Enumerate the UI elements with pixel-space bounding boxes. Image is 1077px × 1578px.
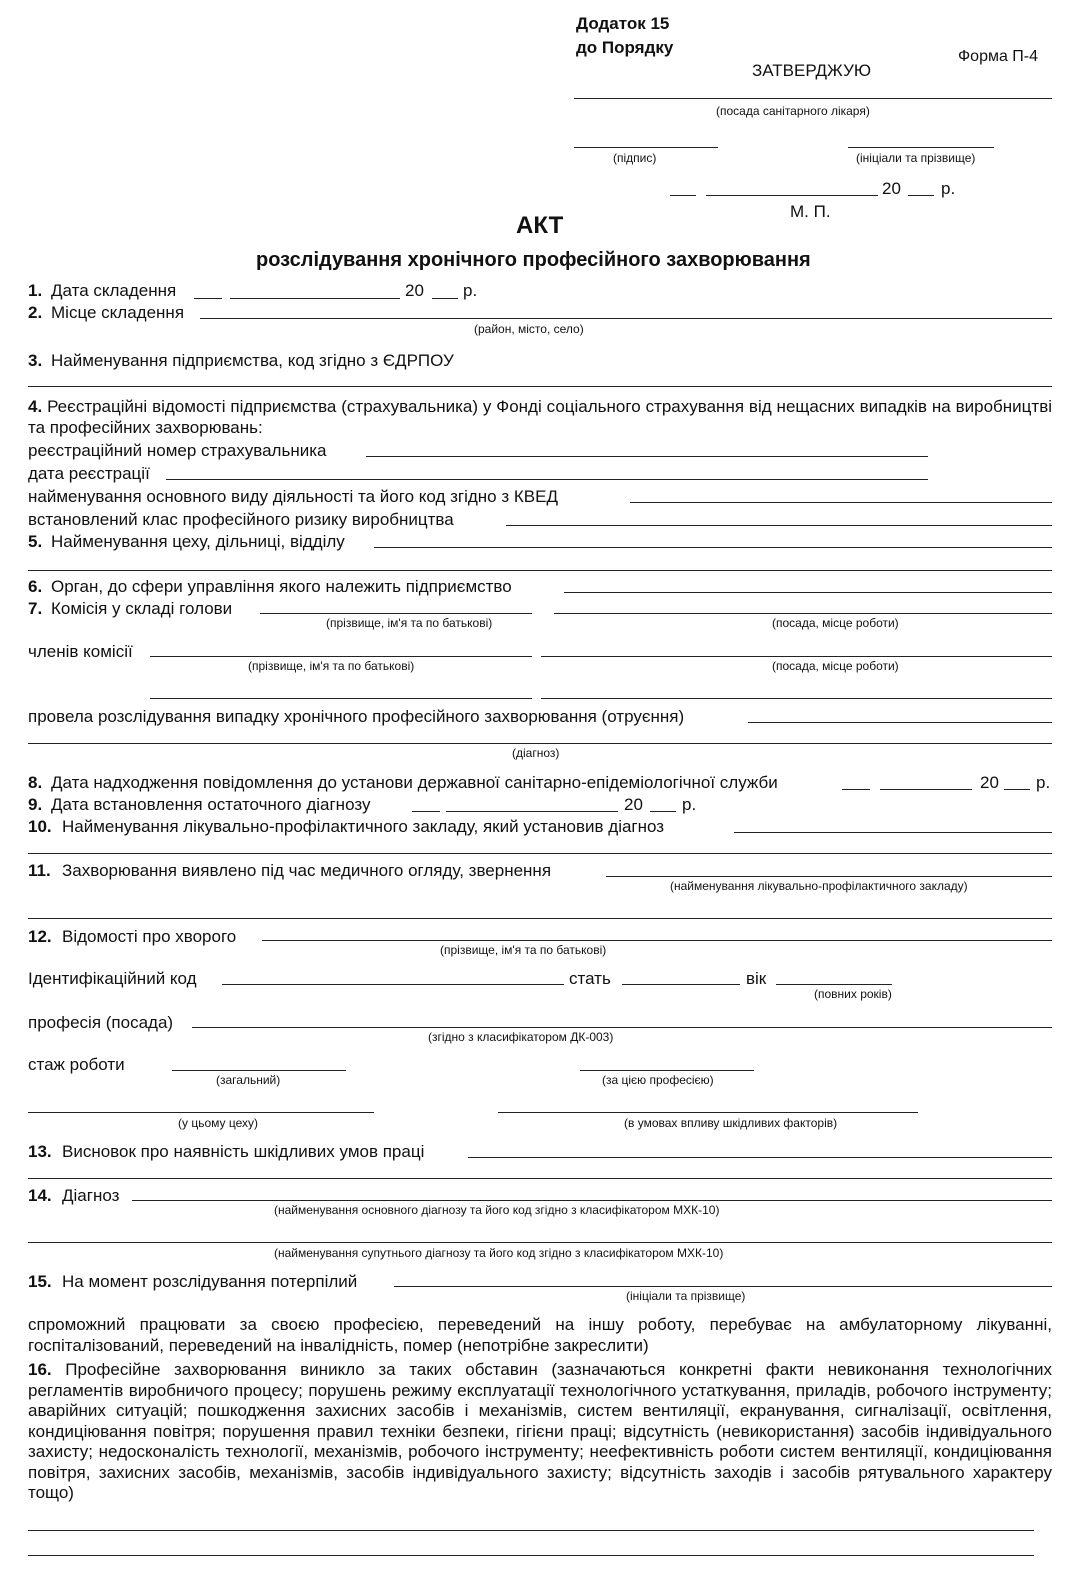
member-1-post-line[interactable]	[541, 656, 1052, 657]
chair-name-line[interactable]	[260, 613, 532, 614]
item-15-label: На момент розслідування потерпілий	[62, 1272, 358, 1291]
sex-label: стать	[569, 969, 611, 988]
members-label: членів комісії	[28, 642, 133, 661]
item-14-label: Діагноз	[62, 1186, 120, 1205]
item-1-month-line[interactable]	[230, 298, 400, 299]
profession-caption: (згідно з класифікатором ДК-003)	[428, 1030, 614, 1044]
item-6-number: 6.	[28, 577, 43, 596]
item-11-caption: (найменування лікувально-профілактичного закладу)	[670, 879, 968, 893]
item-2-number: 2.	[28, 303, 43, 322]
item-16-line-1[interactable]	[28, 1530, 1034, 1531]
experience-profession-line[interactable]	[580, 1070, 754, 1071]
item-13-label: Висновок про наявність шкідливих умов праці	[62, 1142, 425, 1161]
item-5-label: Найменування цеху, дільниці, відділу	[51, 532, 345, 551]
item-16-number: 16.	[28, 1360, 52, 1379]
item-16-line-2[interactable]	[28, 1555, 1034, 1556]
item-2-caption: (район, місто, село)	[474, 322, 584, 336]
document-title: АКТ	[516, 212, 564, 239]
item-3-number: 3.	[28, 351, 43, 370]
item-10-line[interactable]	[734, 832, 1052, 833]
appendix-order: до Порядку	[576, 38, 674, 57]
approve-day-line[interactable]	[670, 195, 696, 196]
appendix-number: Додаток 15	[576, 14, 670, 33]
stamp-place: М. П.	[790, 202, 831, 221]
item-6-label: Орган, до сфери управління якого належить підприємство	[51, 577, 512, 596]
chair-post-line[interactable]	[554, 613, 1052, 614]
patient-name-line[interactable]	[262, 940, 1052, 941]
item-4-paragraph	[28, 397, 1052, 438]
member-2-name-line[interactable]	[150, 698, 532, 699]
item-8-year-line[interactable]	[1004, 789, 1030, 790]
item-11-label: Захворювання виявлено під час медичного огляду, звернення	[62, 861, 552, 880]
item-4-number: 4.	[28, 397, 43, 416]
secondary-diagnosis-line[interactable]	[28, 1242, 1052, 1243]
item-5-line-2[interactable]	[28, 570, 1052, 571]
item-9-month-line[interactable]	[446, 811, 618, 812]
investigation-label: провела розслідування випадку хронічного професійного захворювання (отруєння)	[28, 707, 685, 726]
experience-total-line[interactable]	[172, 1070, 346, 1071]
position-line[interactable]	[574, 98, 1052, 99]
item-4c-label: найменування основного виду діяльності та його код згідно з КВЕД	[28, 487, 558, 506]
experience-profession-caption: (за цією професією)	[602, 1073, 714, 1087]
item-8-label: Дата надходження повідомлення до установи державної санітарно-епідеміологічної служби	[51, 773, 778, 792]
initials-caption: (ініціали та прізвище)	[856, 151, 976, 165]
experience-shop-caption: (у цьому цеху)	[178, 1116, 258, 1130]
item-9-number: 9.	[28, 795, 43, 814]
item-8-year-suffix: р.	[1036, 773, 1051, 792]
item-16-paragraph	[28, 1360, 1052, 1504]
member-2-post-line[interactable]	[541, 698, 1052, 699]
main-diagnosis-line[interactable]	[132, 1200, 1052, 1201]
item-2-line[interactable]	[200, 318, 1052, 319]
item-14-number: 14.	[28, 1186, 52, 1205]
item-9-year-line[interactable]	[650, 811, 676, 812]
item-7-number: 7.	[28, 599, 43, 618]
member-name-caption: (прізвище, ім'я та по батькові)	[248, 659, 415, 673]
item-8-month-line[interactable]	[880, 789, 972, 790]
age-label: вік	[746, 969, 767, 988]
item-16-text: Професійне захворювання виникло за таких обставин (зазначаються конкретні факти невиконання технологічних регламентів виробничого процесу; порушень режиму експлуатації технологічного устаткування, приладів, робочого інструменту; аварійних ситуацій; пошкодження захисних засобів і механізмів, систем вентиляції, екранування, сигналізації, освітлення, кондиціювання повітря; порушення правил техніки безпеки, гігієни праці; відсутність (невикористання) засобів індивідуального захисту; недосконалість технології, механізмів, робочого інструменту; неефективність роботи систем вентиляції, кондиціювання повітря, захисних засобів, механізмів, засобів індивідуального захисту; відсутність заходів і засобів рятувального характеру тощо)	[28, 1360, 1052, 1502]
item-9-label: Дата встановлення остаточного діагнозу	[51, 795, 371, 814]
item-12-number: 12.	[28, 927, 52, 946]
age-line[interactable]	[776, 984, 892, 985]
item-2-label: Місце складення	[51, 303, 185, 322]
item-8-day-line[interactable]	[842, 789, 870, 790]
experience-harmful-line[interactable]	[498, 1112, 918, 1113]
form-code: Форма П-4	[958, 48, 1039, 65]
item-13-line-2[interactable]	[28, 1178, 1052, 1179]
approve-year-line[interactable]	[908, 195, 934, 196]
secondary-diagnosis-caption: (найменування супутнього діагнозу та його код згідно з класифікатором МХК-10)	[274, 1246, 724, 1260]
member-post-caption: (посада, місце роботи)	[772, 659, 899, 673]
item-15-number: 15.	[28, 1272, 52, 1291]
item-13-number: 13.	[28, 1142, 52, 1161]
item-1-year-line[interactable]	[432, 298, 458, 299]
id-code-line[interactable]	[222, 984, 564, 985]
sex-line[interactable]	[622, 984, 740, 985]
id-code-label: Ідентифікаційний код	[28, 969, 197, 988]
victim-name-caption: (ініціали та прізвище)	[626, 1289, 746, 1303]
item-6-line[interactable]	[564, 592, 1052, 593]
item-4c-line[interactable]	[630, 502, 1052, 503]
chair-name-caption: (прізвище, ім'я та по батькові)	[326, 616, 493, 630]
item-11-line-2[interactable]	[28, 918, 1052, 919]
item-1-label: Дата складення	[51, 281, 177, 300]
item-11-line[interactable]	[606, 876, 1052, 877]
approve-year-prefix: 20	[882, 179, 901, 198]
diagnosis-caption: (діагноз)	[512, 746, 560, 760]
item-9-year-prefix: 20	[624, 795, 643, 814]
patient-name-caption: (прізвище, ім'я та по батькові)	[440, 943, 607, 957]
item-3-label: Найменування підприємства, код згідно з ЄДРПОУ	[51, 351, 454, 370]
item-15-status-text: спроможний працювати за своєю професією, переведений на іншу роботу, перебуває на амбулаторному лікуванні, госпіталізований, переведений на інвалідність, помер (непотрібне закреслити)	[28, 1315, 1052, 1355]
member-1-name-line[interactable]	[150, 656, 532, 657]
item-4a-label: реєстраційний номер страхувальника	[28, 441, 327, 460]
item-1-year-prefix: 20	[405, 281, 424, 300]
signature-line[interactable]	[574, 147, 718, 148]
profession-line[interactable]	[192, 1027, 1052, 1028]
diagnosis-line[interactable]	[28, 743, 1052, 744]
item-8-year-prefix: 20	[980, 773, 999, 792]
approve-month-line[interactable]	[706, 195, 878, 196]
item-10-line-2[interactable]	[28, 853, 1052, 854]
item-9-day-line[interactable]	[412, 811, 440, 812]
experience-shop-line[interactable]	[28, 1112, 374, 1113]
position-caption: (посада санітарного лікаря)	[716, 104, 870, 118]
item-5-number: 5.	[28, 532, 43, 551]
item-10-label: Найменування лікувально-профілактичного закладу, який установив діагноз	[62, 817, 665, 836]
age-caption: (повних років)	[814, 987, 892, 1001]
item-1-number: 1.	[28, 281, 43, 300]
item-9-year-suffix: р.	[682, 795, 697, 814]
profession-label: професія (посада)	[28, 1013, 174, 1032]
item-1-day-line[interactable]	[194, 298, 222, 299]
experience-total-caption: (загальний)	[216, 1073, 281, 1087]
item-5-line[interactable]	[374, 547, 1052, 548]
approve-year-suffix: р.	[941, 179, 956, 198]
initials-line[interactable]	[848, 147, 994, 148]
item-4a-line[interactable]	[366, 456, 928, 457]
item-4d-line[interactable]	[506, 525, 1052, 526]
item-11-number: 11.	[28, 861, 51, 880]
chair-post-caption: (посада, місце роботи)	[772, 616, 899, 630]
item-7-label: Комісія у складі голови	[51, 599, 233, 618]
item-10-number: 10.	[28, 817, 52, 836]
item-13-line[interactable]	[468, 1157, 1052, 1158]
signature-caption: (підпис)	[613, 151, 657, 165]
item-4b-line[interactable]	[166, 479, 928, 480]
approve-label: ЗАТВЕРДЖУЮ	[752, 61, 872, 80]
experience-label: стаж роботи	[28, 1055, 125, 1074]
item-12-label: Відомості про хворого	[62, 927, 237, 946]
item-3-line[interactable]	[28, 386, 1052, 387]
victim-name-line[interactable]	[394, 1286, 1052, 1287]
experience-harmful-caption: (в умовах впливу шкідливих факторів)	[624, 1116, 838, 1130]
item-4d-label: встановлений клас професійного ризику виробництва	[28, 510, 454, 529]
investigation-line[interactable]	[748, 722, 1052, 723]
item-4b-label: дата реєстрації	[28, 464, 150, 483]
main-diagnosis-caption: (найменування основного діагнозу та його код згідно з класифікатором МХК-10)	[274, 1203, 720, 1217]
document-subtitle: розслідування хронічного професійного захворювання	[256, 249, 811, 271]
item-1-year-suffix: р.	[463, 281, 478, 300]
item-4-text: Реєстраційні відомості підприємства (страхувальника) у Фонді соціального страхування від нещасних випадків на виробництві та професійних захворювань:	[28, 397, 1052, 437]
item-8-number: 8.	[28, 773, 43, 792]
